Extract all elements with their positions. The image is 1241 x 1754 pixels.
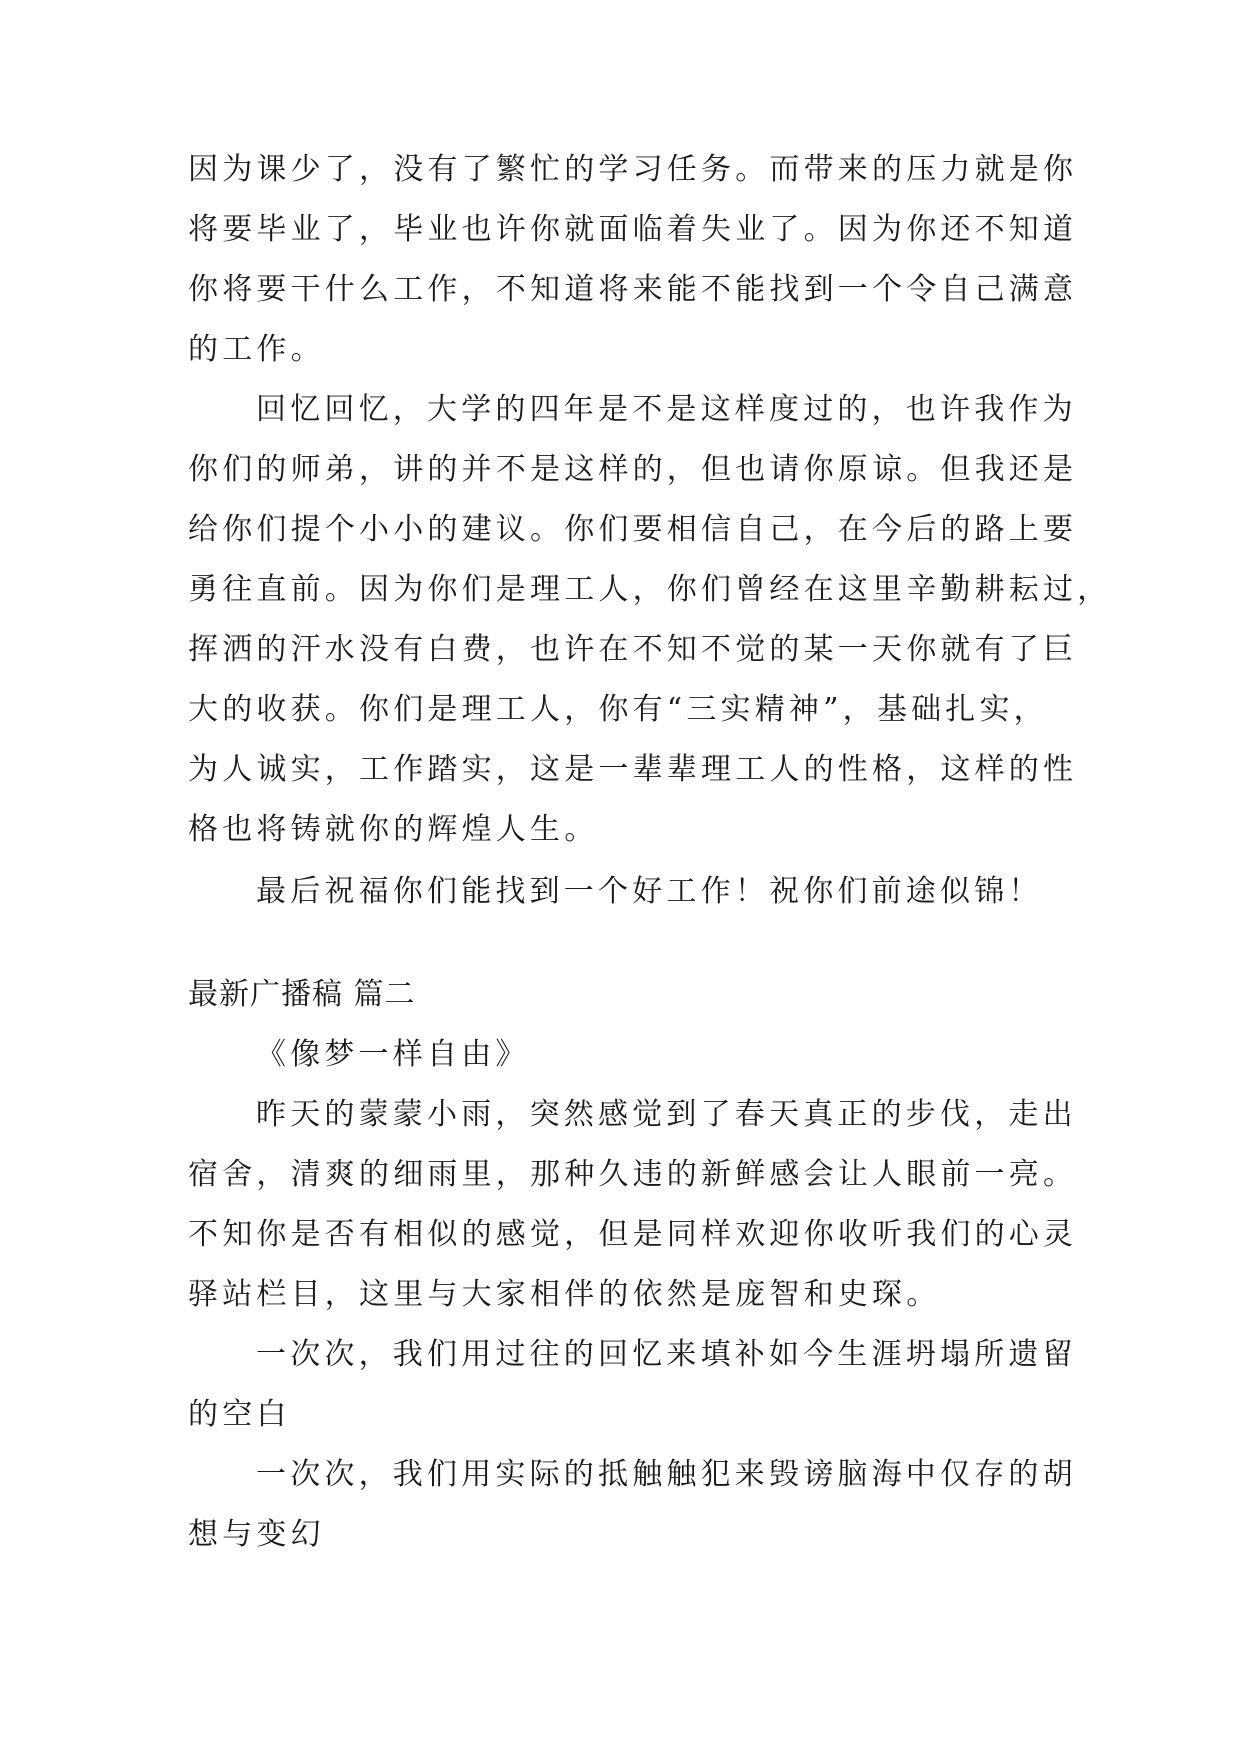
text-line: 大的收获。你们是理工人，你有“三实精神”，基础扎实，	[188, 692, 1048, 727]
text-line: 给你们提个小小的建议。你们要相信自己，在今后的路上要	[188, 512, 1078, 547]
text-line: 格也将铸就你的辉煌人生。	[188, 812, 599, 847]
paragraph-first-line: 昨天的蒙蒙小雨，突然感觉到了春天真正的步伐，走出	[256, 1097, 1077, 1132]
paragraph-first-line: 最后祝福你们能找到一个好工作！祝你们前途似锦！	[256, 874, 1043, 909]
section-heading: 最新广播稿 篇二	[188, 977, 416, 1012]
paragraph-first-line: 一次次，我们用过往的回忆来填补如今生涯坍塌所遗留	[256, 1337, 1077, 1372]
text-line: 因为课少了，没有了繁忙的学习任务。而带来的压力就是你	[188, 152, 1078, 187]
text-line: 的工作。	[188, 332, 325, 367]
text-line: 的空白	[188, 1397, 291, 1432]
text-line: 将要毕业了，毕业也许你就面临着失业了。因为你还不知道	[188, 212, 1078, 247]
article-title: 《像梦一样自由》	[256, 1037, 530, 1072]
text-line: 挥洒的汗水没有白费，也许在不知不觉的某一天你就有了巨	[188, 632, 1078, 667]
paragraph-first-line: 一次次，我们用实际的抵触触犯来毁谤脑海中仅存的胡	[256, 1457, 1077, 1492]
text-line: 勇往直前。因为你们是理工人，你们曾经在这里辛勤耕耘过，	[188, 572, 1112, 607]
text-line: 你们的师弟，讲的并不是这样的，但也请你原谅。但我还是	[188, 452, 1078, 487]
text-line: 不知你是否有相似的感觉，但是同样欢迎你收听我们的心灵	[188, 1217, 1078, 1252]
text-line: 为人诚实，工作踏实，这是一辈辈理工人的性格，这样的性	[188, 752, 1078, 787]
paragraph-first-line: 回忆回忆，大学的四年是不是这样度过的，也许我作为	[256, 392, 1077, 427]
text-line: 驿站栏目，这里与大家相伴的依然是庞智和史琛。	[188, 1277, 941, 1312]
text-line: 宿舍，清爽的细雨里，那种久违的新鲜感会让人眼前一亮。	[188, 1157, 1078, 1192]
text-line: 你将要干什么工作，不知道将来能不能找到一个令自己满意	[188, 272, 1078, 307]
text-line: 想与变幻	[188, 1517, 325, 1552]
